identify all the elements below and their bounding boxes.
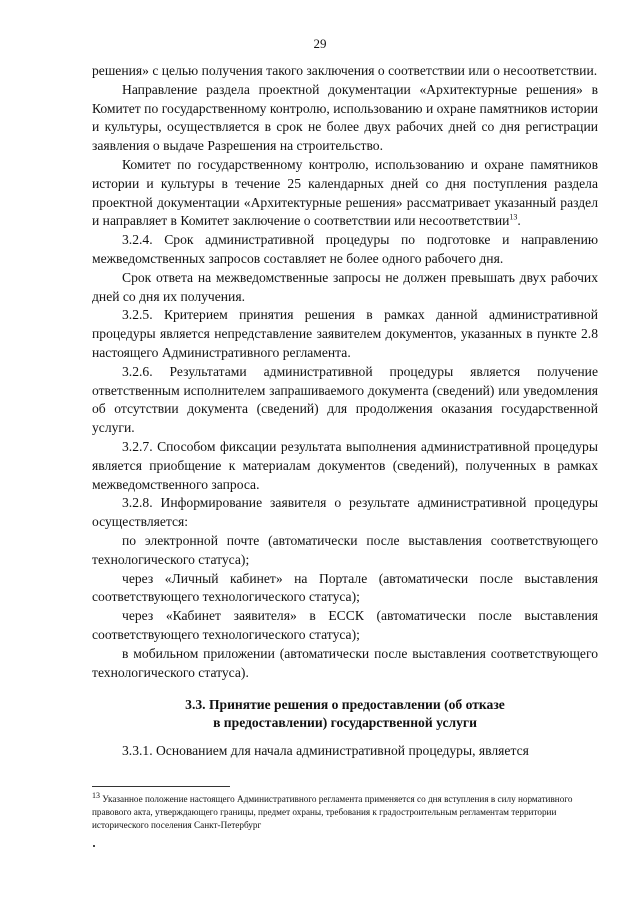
footnote-reference: 13 <box>509 212 518 222</box>
footnote <box>92 790 598 832</box>
list-item-mobile: в мобильном приложении (автоматически после выставления соответствующего технологического статуса). <box>92 645 598 680</box>
paragraph-3-2-6: 3.2.6. Результатами административной процедуры является получение ответственным исполнителем запрашиваемого документа (сведений) или уведомления об отсутствии документа (сведений) для продолжения оказания государственной услуги. <box>92 363 598 436</box>
paragraph-continuation: решения» с целью получения такого заключения о соответствии или о несоответствии. <box>92 63 598 78</box>
paragraph-committee-tail: . <box>517 213 521 229</box>
paragraph-3-2-7: 3.2.7. Способом фиксации результата выполнения административной процедуры является приобщение к материалам документов (сведений), полученных в рамках межведомственного запроса. <box>92 438 598 492</box>
footnote-number: 13 <box>92 790 100 800</box>
section-title-line-2: в предоставлении) государственной услуги <box>213 715 477 731</box>
document-body <box>92 62 598 761</box>
page-number: 29 <box>313 36 327 51</box>
paragraph-response-term: Срок ответа на межведомственные запросы не должен превышать двух рабочих дней со дня их получения. <box>92 269 598 304</box>
footnote-text: Указанное положение настоящего Административного регламента применяется со дня вступления в силу нормативного правового акта, утверждающего границы, предмет охраны, требования к градостроительным регламентам территории исторического поселения Санкт-Петербург <box>92 794 573 830</box>
list-item-email: по электронной почте (автоматически после выставления соответствующего технологического статуса); <box>92 532 598 567</box>
paragraph-3-3-1: 3.3.1. Основанием для начала административной процедуры, является <box>122 743 529 759</box>
footnote-divider <box>92 786 230 787</box>
paragraph-committee-text: Комитет по государственному контролю, использованию и охране памятников истории и культуры в течение 25 календарных дней со дня поступления раздела проектной документации «Архитектурные решения» рассматривает указанный раздел и направляет в Комитет заключение о соответствии или несоответствии <box>92 156 598 229</box>
paragraph-committee <box>92 156 598 231</box>
list-item-portal: через «Личный кабинет» на Портале (автоматически после выставления соответствующего технологического статуса); <box>92 570 598 605</box>
section-title-line-1: 3.3. Принятие решения о предоставлении (об отказе <box>185 697 505 713</box>
paragraph-3-2-5: 3.2.5. Критерием принятия решения в рамках данной административной процедуры является непредставление заявителем документов, указанных в пункте 2.8 настоящего Административного регламента. <box>92 307 598 360</box>
paragraph-direction: Направление раздела проектной документации «Архитектурные решения» в Комитет по государственному контролю, использованию и охране памятников истории и культуры, осуществляется в срок не более двух рабочих дней со дня регистрации заявления о выдаче Разрешения на строительство. <box>92 81 598 154</box>
list-item-essk: через «Кабинет заявителя» в ЕССК (автоматически после выставления соответствующего технологического статуса); <box>92 608 598 642</box>
paragraph-3-2-4: 3.2.4. Срок административной процедуры по подготовке и направлению межведомственных запросов составляет не более одного рабочего дня. <box>92 232 598 266</box>
scan-mark <box>93 845 95 847</box>
paragraph-3-2-8: 3.2.8. Информирование заявителя о результате административной процедуры осуществляется: <box>92 495 598 530</box>
section-title-3-3 <box>92 696 598 732</box>
